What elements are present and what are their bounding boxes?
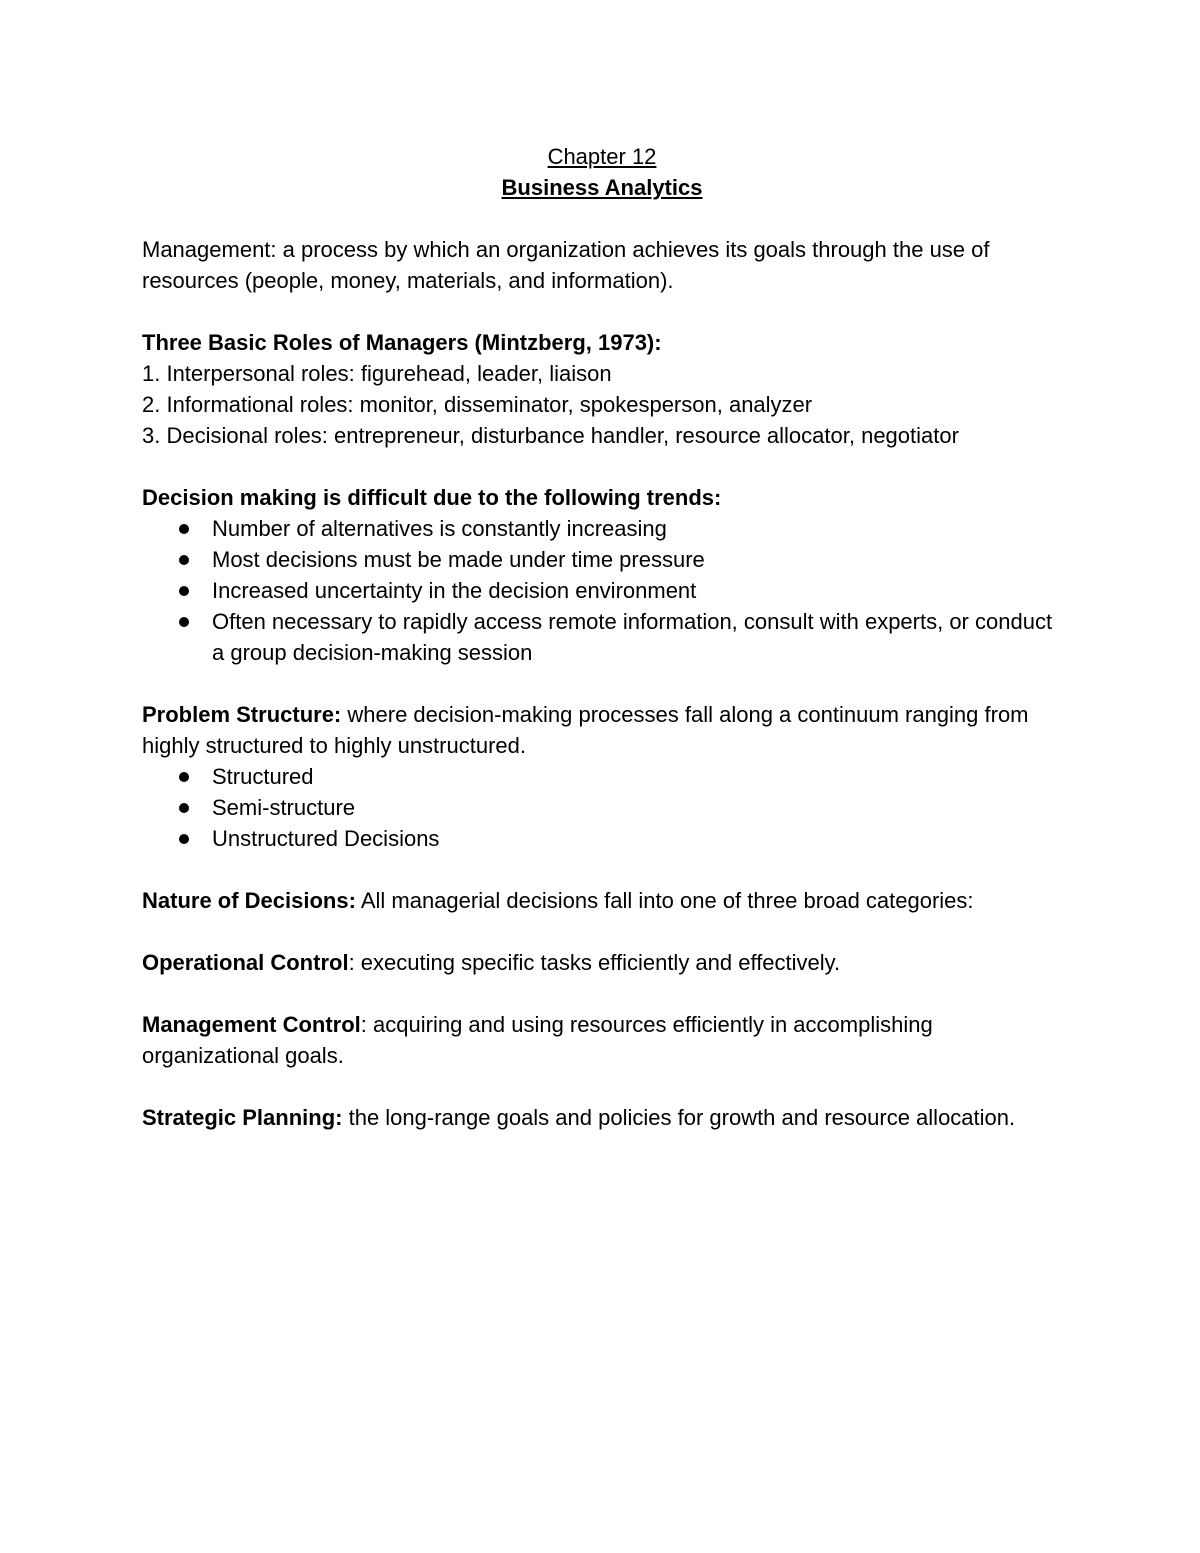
- list-item-text: Often necessary to rapidly access remote information, consult with experts, or conduct a group decision-making session: [212, 609, 1053, 665]
- strategic-definition: the long-range goals and policies for growth and resource allocation.: [342, 1105, 1016, 1130]
- problem-structure-term: Problem Structure:: [142, 702, 342, 727]
- nature-definition: All managerial decisions fall into one of three broad categories:: [355, 888, 974, 913]
- spacer: [142, 916, 1062, 947]
- document-page: [142, 141, 1062, 1133]
- trends-heading: Decision making is difficult due to the following trends:: [142, 485, 722, 510]
- operational-term: Operational Control: [142, 950, 349, 975]
- bullet-icon: [179, 617, 189, 627]
- nature-paragraph: [142, 885, 1062, 916]
- list-item-text: Semi-structure: [212, 795, 356, 820]
- list-item: [142, 544, 1062, 575]
- spacer: [142, 296, 1062, 327]
- operational-paragraph: [142, 947, 1062, 978]
- problem-structure-paragraph: [142, 699, 1062, 761]
- list-item: [142, 823, 1062, 854]
- spacer: [142, 668, 1062, 699]
- management-definition: Management: a process by which an organization achieves its goals through the use of resources (people, money, materials, and information).: [142, 237, 990, 293]
- role-item: 1. Interpersonal roles: figurehead, leader, liaison: [142, 361, 612, 386]
- list-item-text: Increased uncertainty in the decision environment: [212, 578, 697, 603]
- nature-term: Nature of Decisions:: [142, 888, 356, 913]
- spacer: [142, 203, 1062, 234]
- trends-list: [142, 513, 1062, 668]
- bullet-icon: [179, 524, 189, 534]
- problem-structure-definition: where decision-making processes fall along a continuum ranging from highly structured to highly unstructured.: [142, 702, 1029, 758]
- bullet-icon: [179, 772, 189, 782]
- spacer: [142, 978, 1062, 1009]
- list-item: [142, 792, 1062, 823]
- role-item: 3. Decisional roles: entrepreneur, disturbance handler, resource allocator, negotiator: [142, 423, 959, 448]
- chapter-title: Chapter 12: [547, 144, 657, 169]
- list-item: [142, 575, 1062, 606]
- bullet-icon: [179, 555, 189, 565]
- bullet-icon: [179, 834, 189, 844]
- list-item: [142, 761, 1062, 792]
- list-item-text: Unstructured Decisions: [212, 826, 440, 851]
- spacer: [142, 1071, 1062, 1102]
- management-control-definition: : acquiring and using resources efficiently in accomplishing organizational goals.: [142, 1012, 933, 1068]
- list-item: [142, 513, 1062, 544]
- list-item-text: Number of alternatives is constantly increasing: [212, 516, 667, 541]
- roles-heading: Three Basic Roles of Managers (Mintzberg, 1973):: [142, 330, 662, 355]
- role-item: 2. Informational roles: monitor, disseminator, spokesperson, analyzer: [142, 392, 813, 417]
- problem-structure-list: [142, 761, 1062, 854]
- bullet-icon: [179, 586, 189, 596]
- management-control-term: Management Control: [142, 1012, 361, 1037]
- strategic-paragraph: [142, 1102, 1062, 1133]
- operational-definition: : executing specific tasks efficiently and effectively.: [348, 950, 841, 975]
- strategic-term: Strategic Planning:: [142, 1105, 343, 1130]
- spacer: [142, 451, 1062, 482]
- list-item: [142, 606, 1062, 668]
- bullet-icon: [179, 803, 189, 813]
- spacer: [142, 854, 1062, 885]
- subject-title: Business Analytics: [501, 175, 703, 200]
- list-item-text: Structured: [212, 764, 314, 789]
- management-control-paragraph: [142, 1009, 1062, 1071]
- list-item-text: Most decisions must be made under time pressure: [212, 547, 705, 572]
